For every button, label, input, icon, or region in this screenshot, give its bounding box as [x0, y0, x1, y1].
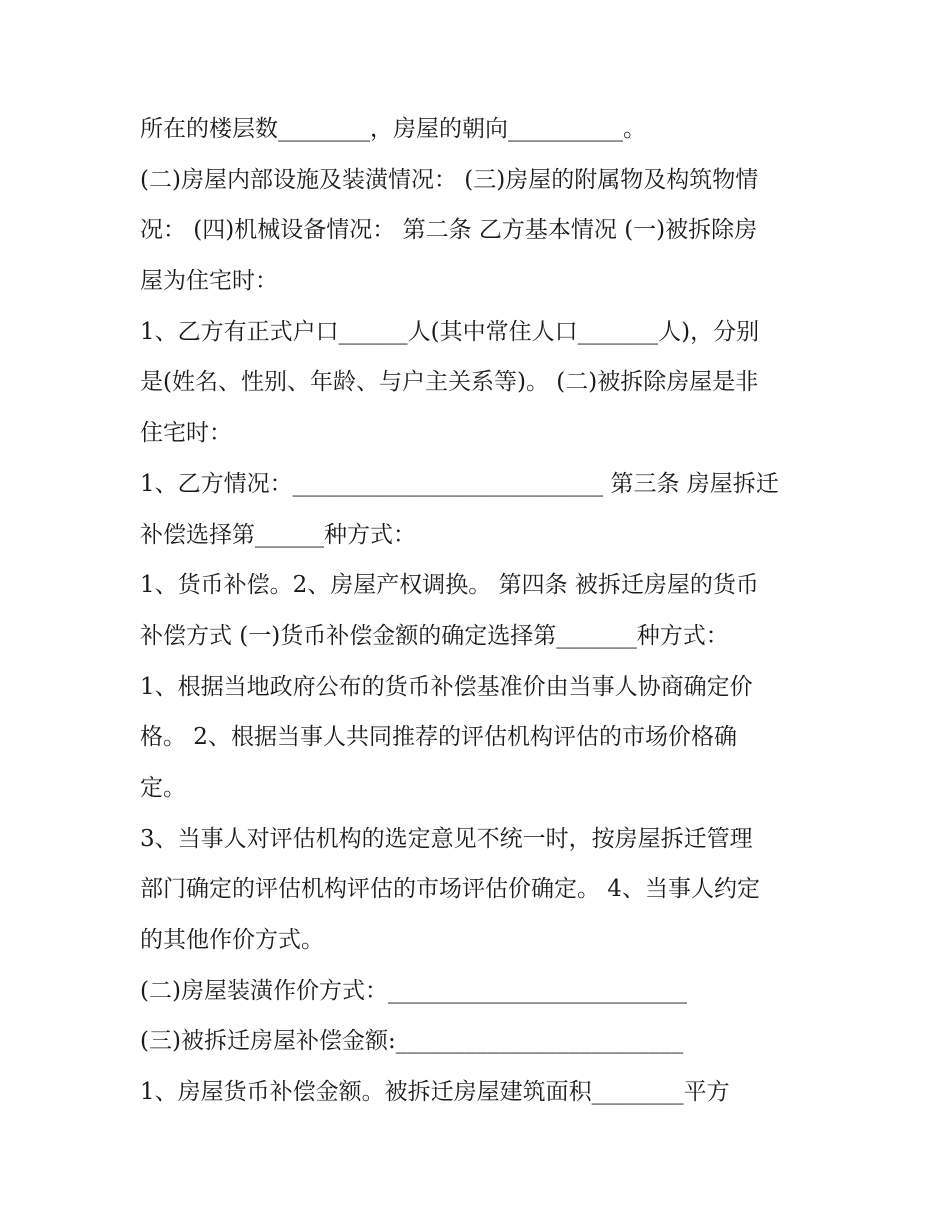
text-line: (二)房屋装潢作价方式：__________________________	[140, 977, 687, 1004]
text-line: (三)被拆迁房屋补偿金额:_________________________	[140, 1028, 684, 1055]
text-line: 1、乙方有正式户口______人(其中常住人口_______人)，分别	[140, 318, 760, 345]
text-line: 定。	[140, 774, 186, 801]
text-line: 补偿方式 (一)货币补偿金额的确定选择第_______种方式：	[140, 622, 729, 649]
text-line: 1、房屋货币补偿金额。被拆迁房屋建筑面积________平方	[140, 1079, 730, 1106]
text-line: 1、货币补偿。2、房屋产权调换。 第四条 被拆迁房屋的货币	[140, 572, 759, 599]
text-line: 部门确定的评估机构评估的市场评估价确定。 4、当事人约定	[140, 876, 760, 903]
text-line: 格。 2、根据当事人共同推荐的评估机构评估的市场价格确	[140, 724, 737, 751]
text-line: 补偿选择第______种方式：	[140, 521, 416, 548]
text-line: 1、根据当地政府公布的货币补偿基准价由当事人协商确定价	[140, 673, 753, 700]
text-line: 3、当事人对评估机构的选定意见不统一时，按房屋拆迁管理	[140, 825, 753, 852]
text-line: 的其他作价方式。	[140, 927, 324, 953]
text-line: (二)房屋内部设施及装潢情况： (三)房屋的附属物及构筑物情	[140, 166, 759, 193]
text-line: 1、乙方情况：___________________________ 第三条 房屋拆迁	[140, 470, 779, 497]
text-line: 住宅时：	[140, 420, 232, 447]
text-line: 是(姓名、性别、年龄、与户主关系等)。 (二)被拆除房屋是非	[140, 369, 759, 396]
text-line: 所在的楼层数________，房屋的朝向__________。	[140, 116, 646, 142]
text-line: 况： (四)机械设备情况： 第二条 乙方基本情况 (一)被拆除房	[140, 217, 758, 244]
text-line: 屋为住宅时：	[140, 268, 278, 295]
document-page	[140, 104, 810, 1118]
